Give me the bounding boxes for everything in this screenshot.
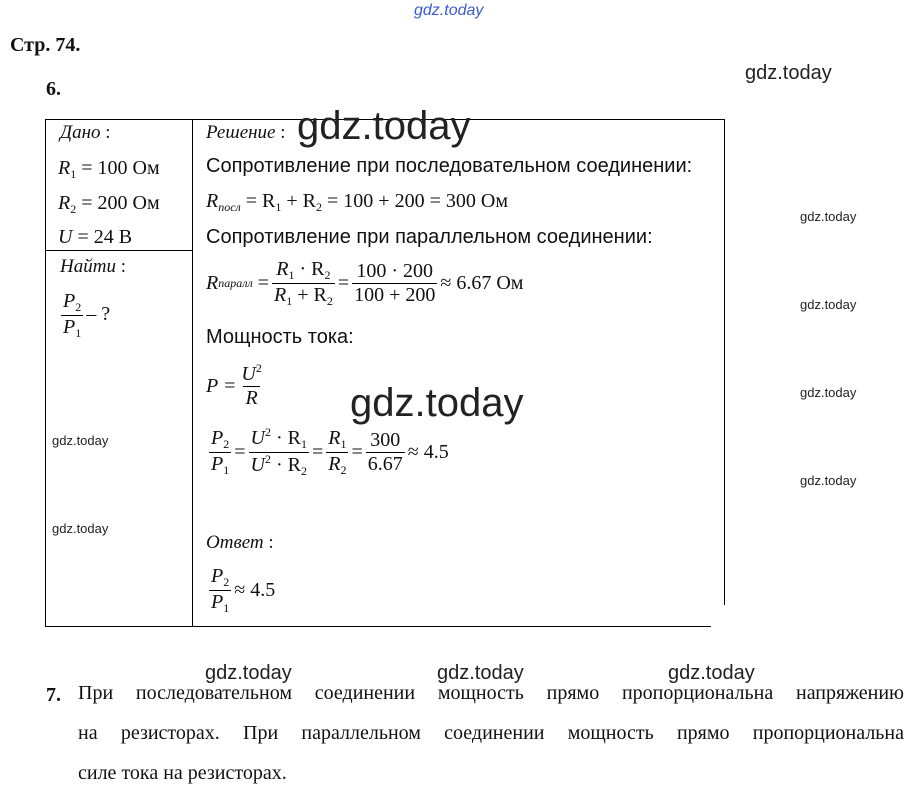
task7-line-3: силе тока на резисторах. [78, 762, 287, 784]
table-right-border [724, 119, 725, 605]
task6-number: 6. [46, 78, 61, 100]
given-find-divider [45, 250, 192, 251]
answer-label: Ответ : [206, 532, 274, 553]
parallel-formula: R паралл = $\frac{R_1 \cdot R_2}{R_1 + R_2}$ = $\frac{100 \cdot 200}{100 + 200}$ ≈ 6.67 Ом [206, 258, 524, 308]
page-heading: Стр. 74. [10, 34, 81, 56]
task7-line-1: При последовательном соединении мощность прямо пропорциональна напряжению [78, 682, 904, 704]
given-r1: $R_1 = 100$ Ом [58, 157, 160, 181]
watermark-right-5: gdz.today [800, 473, 857, 488]
solution-label: Решение : [206, 122, 286, 143]
watermark-right-1: gdz.today [745, 62, 832, 84]
parallel-text: Сопротивление при параллельном соединении: [206, 226, 653, 248]
task7-line-2: на резисторах. При параллельном соединении мощность прямо пропорциональна [78, 722, 904, 744]
watermark-center-1: gdz.today [297, 104, 471, 148]
watermark-center-2: gdz.today [350, 381, 524, 425]
answer-formula: $\frac{P_2}{P_1}$ ≈ 4.5 [211, 565, 276, 615]
series-formula: $R_{посл} = R_1 + R_2 = 100 + 200 = 300$ Ом [206, 190, 508, 214]
given-u: U = 24 В [58, 226, 133, 248]
series-text: Сопротивление при последовательном соединении: [206, 155, 693, 177]
task7-number: 7. [46, 684, 61, 706]
watermark-right-4: gdz.today [800, 385, 857, 400]
table-column-divider [192, 119, 193, 627]
watermark-top: gdz.today [414, 2, 484, 19]
table-bottom-border [45, 626, 711, 627]
watermark-left-2: gdz.today [52, 521, 109, 536]
watermark-right-2: gdz.today [800, 209, 857, 224]
watermark-right-3: gdz.today [800, 297, 857, 312]
given-label: Дано : [60, 122, 111, 143]
watermark-bottom-3: gdz.today [668, 662, 755, 684]
watermark-bottom-2: gdz.today [437, 662, 524, 684]
find-expression: $\frac{P_2}{P_1}$ – ? [63, 290, 111, 340]
table-left-border [45, 119, 46, 627]
power-formula: P = $\frac{U^2}{R}$ [206, 361, 262, 409]
power-text: Мощность тока: [206, 326, 354, 348]
given-r2: $R_2 = 200$ Ом [58, 192, 160, 216]
ratio-formula: $\frac{P_2}{P_1}$ = $\frac{U^2 \cdot R_1}{U^2 \cdot R_2}$ = $\frac{R_1}{R_2}$ = $\frac{300}{6.67}$ ≈ 4.5 [211, 425, 449, 478]
watermark-left-1: gdz.today [52, 433, 109, 448]
watermark-bottom-1: gdz.today [205, 662, 292, 684]
find-label: Найти : [60, 256, 126, 277]
